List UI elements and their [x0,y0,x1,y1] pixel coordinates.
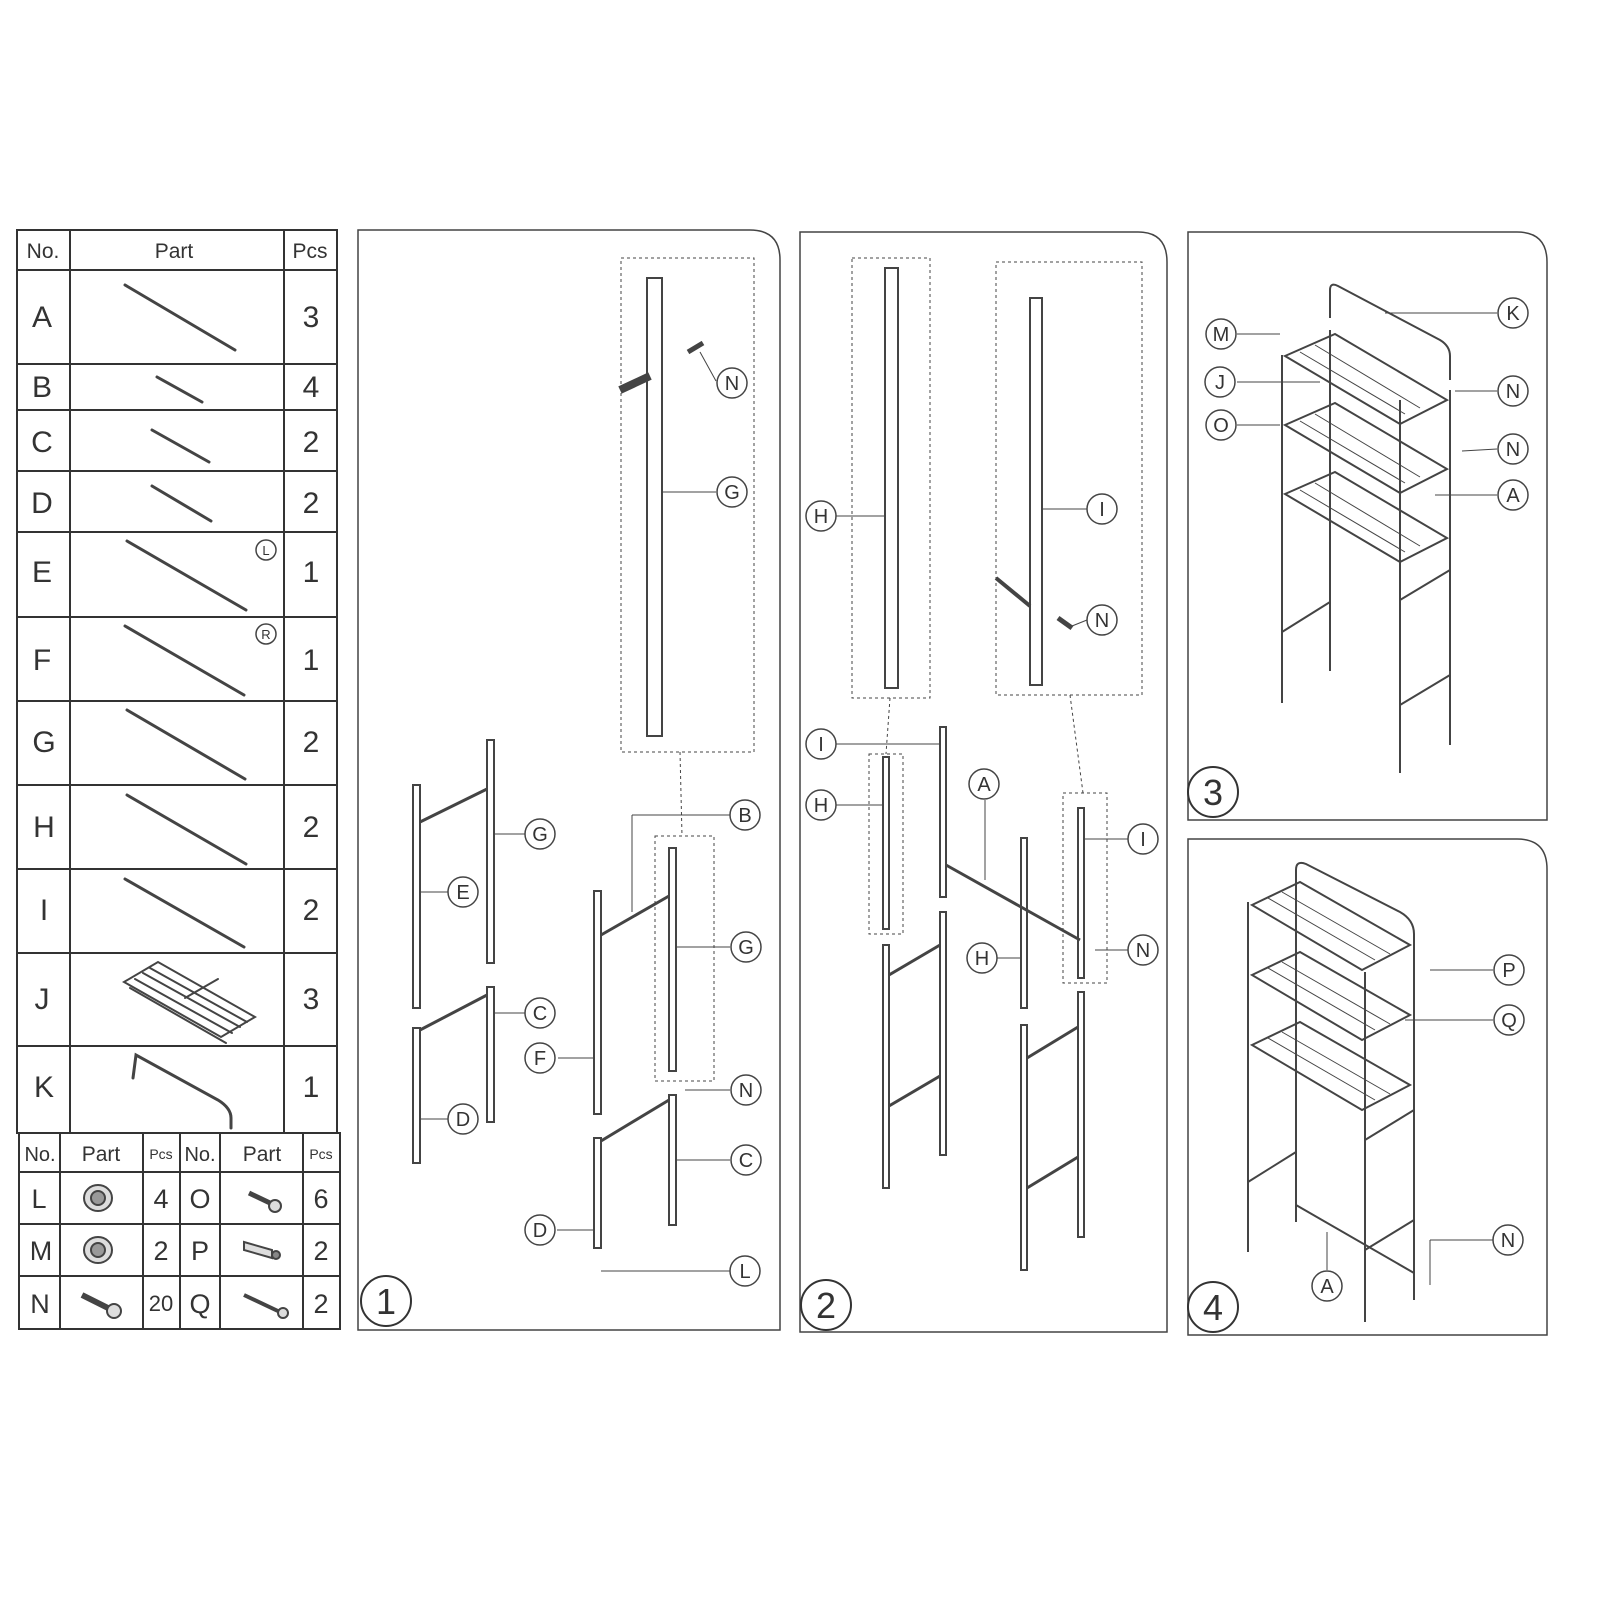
callout-label: N [1500,1230,1516,1252]
callout-label: D [532,1220,548,1242]
callout-label: C [532,1003,548,1025]
hw-pcs-m: 2 [153,1236,169,1266]
part-no-b: B [31,371,53,404]
part-pcs-e: 1 [302,556,320,589]
callout-d [448,1104,478,1134]
part-no-j: J [34,983,50,1016]
part-pcs-k: 1 [302,1071,320,1104]
parts-table-headers [27,240,328,263]
hw-no-o: O [189,1184,211,1214]
parts-table [17,230,337,1133]
callout-label: A [1506,485,1520,507]
callout-label: J [1215,372,1225,394]
callout-label: N [1505,439,1521,461]
wall-anchor-icon [244,1242,280,1259]
long-rod-icon [125,285,235,350]
hw-header-pcs-2: Pcs [309,1146,333,1162]
mark-l: L [262,543,270,558]
panel-frames [358,230,1547,1335]
hw-no-l: L [31,1184,47,1214]
step-number-4 [1188,1282,1238,1332]
callout-label: D [455,1109,471,1131]
callout-label: C [738,1150,754,1172]
callout-label: H [813,506,829,528]
part-pcs-j: 3 [302,983,320,1016]
callout-label: E [456,882,470,904]
long-tube-icon [127,795,246,864]
callout-label: L [739,1261,751,1283]
part-pcs-f: 1 [302,644,320,677]
short-rod-icon [157,377,202,402]
callout-label: P [1502,960,1516,982]
hw-header-no-1: No. [24,1144,56,1166]
wood-screw-icon [244,1295,288,1318]
callout-g [717,477,747,507]
callout-l [730,1256,760,1286]
callout-i [1087,494,1117,524]
callout-label: H [974,948,990,970]
callout-label: I [1140,829,1146,851]
hw-no-p: P [190,1236,210,1266]
step-number-3 [1188,767,1238,817]
callout-label: N [1505,381,1521,403]
callout-b [730,800,760,830]
header-part: Part [154,240,194,263]
callout-p [1494,955,1524,985]
step-1-panel [358,230,780,1330]
callout-q [1494,1005,1524,1035]
part-pcs-g: 2 [302,726,320,759]
hw-header-no-2: No. [184,1144,216,1166]
callout-label: G [724,482,740,504]
hardware-table-headers [24,1143,332,1166]
bolt-icon [82,1295,121,1318]
callout-label: G [738,937,754,959]
callout-c [525,998,555,1028]
part-pcs-h: 2 [302,811,320,844]
callout-n [717,368,747,398]
part-no-c: C [31,426,53,459]
part-pcs-c: 2 [302,426,320,459]
callout-label: B [738,805,752,827]
part-no-h: H [33,811,55,844]
callout-label: N [724,373,740,395]
long-tube-right-icon [125,626,244,695]
step-number-label: 2 [815,1285,837,1326]
callout-label: I [1099,499,1105,521]
callout-g [731,932,761,962]
callout-n [1087,605,1117,635]
part-pcs-i: 2 [302,894,320,927]
callout-e [448,877,478,907]
callout-label: I [818,734,824,756]
callout-n [1498,434,1528,464]
step-2-drawing [852,258,1142,1270]
callout-a [1312,1271,1342,1301]
part-no-d: D [31,487,53,520]
hardware-pictures [82,1185,288,1318]
callout-n [1498,376,1528,406]
part-side-marks [256,540,276,644]
callout-label: F [533,1048,547,1070]
hw-pcs-n: 20 [148,1291,174,1316]
callout-label: O [1213,415,1229,437]
part-no-e: E [31,556,53,589]
callout-c [731,1145,761,1175]
long-tube-icon [125,879,244,947]
callout-h [806,790,836,820]
foot-cap-icon [84,1185,112,1211]
callout-label: N [1094,610,1110,632]
step-number-label: 3 [1202,772,1224,813]
callout-k [1498,298,1528,328]
short-tube-icon [152,486,211,521]
long-tube-icon [127,710,245,779]
long-tube-left-icon [127,541,246,610]
step-number-label: 1 [375,1281,397,1322]
step-1-drawing [413,258,754,1248]
short-tube-icon [152,430,209,462]
step-number-label: 4 [1202,1287,1224,1328]
callout-label: N [1135,940,1151,962]
part-pictures [124,285,255,1128]
part-no-a: A [31,301,53,334]
callout-label: G [532,824,548,846]
hw-no-q: Q [189,1289,211,1319]
callout-h [806,501,836,531]
part-no-k: K [33,1071,55,1104]
callout-j [1205,367,1235,397]
callout-label: K [1506,303,1520,325]
part-pcs-a: 3 [302,301,320,334]
wire-shelf-icon [124,962,255,1043]
part-pcs-b: 4 [302,371,320,404]
callout-label: M [1212,324,1230,346]
callout-h [967,943,997,973]
part-pcs-d: 2 [302,487,320,520]
mark-r: R [261,627,271,642]
callout-n [1128,935,1158,965]
callout-i [1128,824,1158,854]
callout-o [1206,410,1236,440]
step-4-drawing [1248,863,1414,1322]
callout-label: Q [1501,1010,1517,1032]
step-3-panel [1188,232,1547,820]
hw-no-m: M [29,1236,53,1266]
parts-table-rows [31,301,319,1104]
top-bar-icon [133,1055,231,1128]
callout-label: H [813,795,829,817]
callout-n [731,1075,761,1105]
end-cap-icon [84,1237,112,1263]
callout-n [1493,1225,1523,1255]
callout-f [525,1043,555,1073]
header-no: No. [26,240,60,263]
hw-pcs-o: 6 [313,1184,329,1214]
part-no-g: G [32,726,56,759]
header-pcs: Pcs [292,240,328,263]
callout-label: N [738,1080,754,1102]
hw-pcs-q: 2 [313,1289,329,1319]
callout-label: A [977,774,991,796]
step-number-2 [801,1280,851,1330]
hw-pcs-l: 4 [153,1184,169,1214]
hw-no-n: N [30,1289,50,1319]
part-no-i: I [39,894,49,927]
callout-m [1206,319,1236,349]
screw-icon [249,1193,281,1212]
callout-d [525,1215,555,1245]
hw-header-part-1: Part [81,1143,121,1166]
hw-pcs-p: 2 [313,1236,329,1266]
hw-header-pcs-1: Pcs [149,1146,173,1162]
hardware-table [19,1133,340,1329]
callout-label: A [1320,1276,1334,1298]
callout-g [525,819,555,849]
step-number-1 [361,1276,411,1326]
callout-i [806,729,836,759]
callout-a [1498,480,1528,510]
callout-a [969,769,999,799]
step-4-panel [1188,839,1547,1335]
part-no-f: F [32,644,52,677]
hw-header-part-2: Part [242,1143,282,1166]
